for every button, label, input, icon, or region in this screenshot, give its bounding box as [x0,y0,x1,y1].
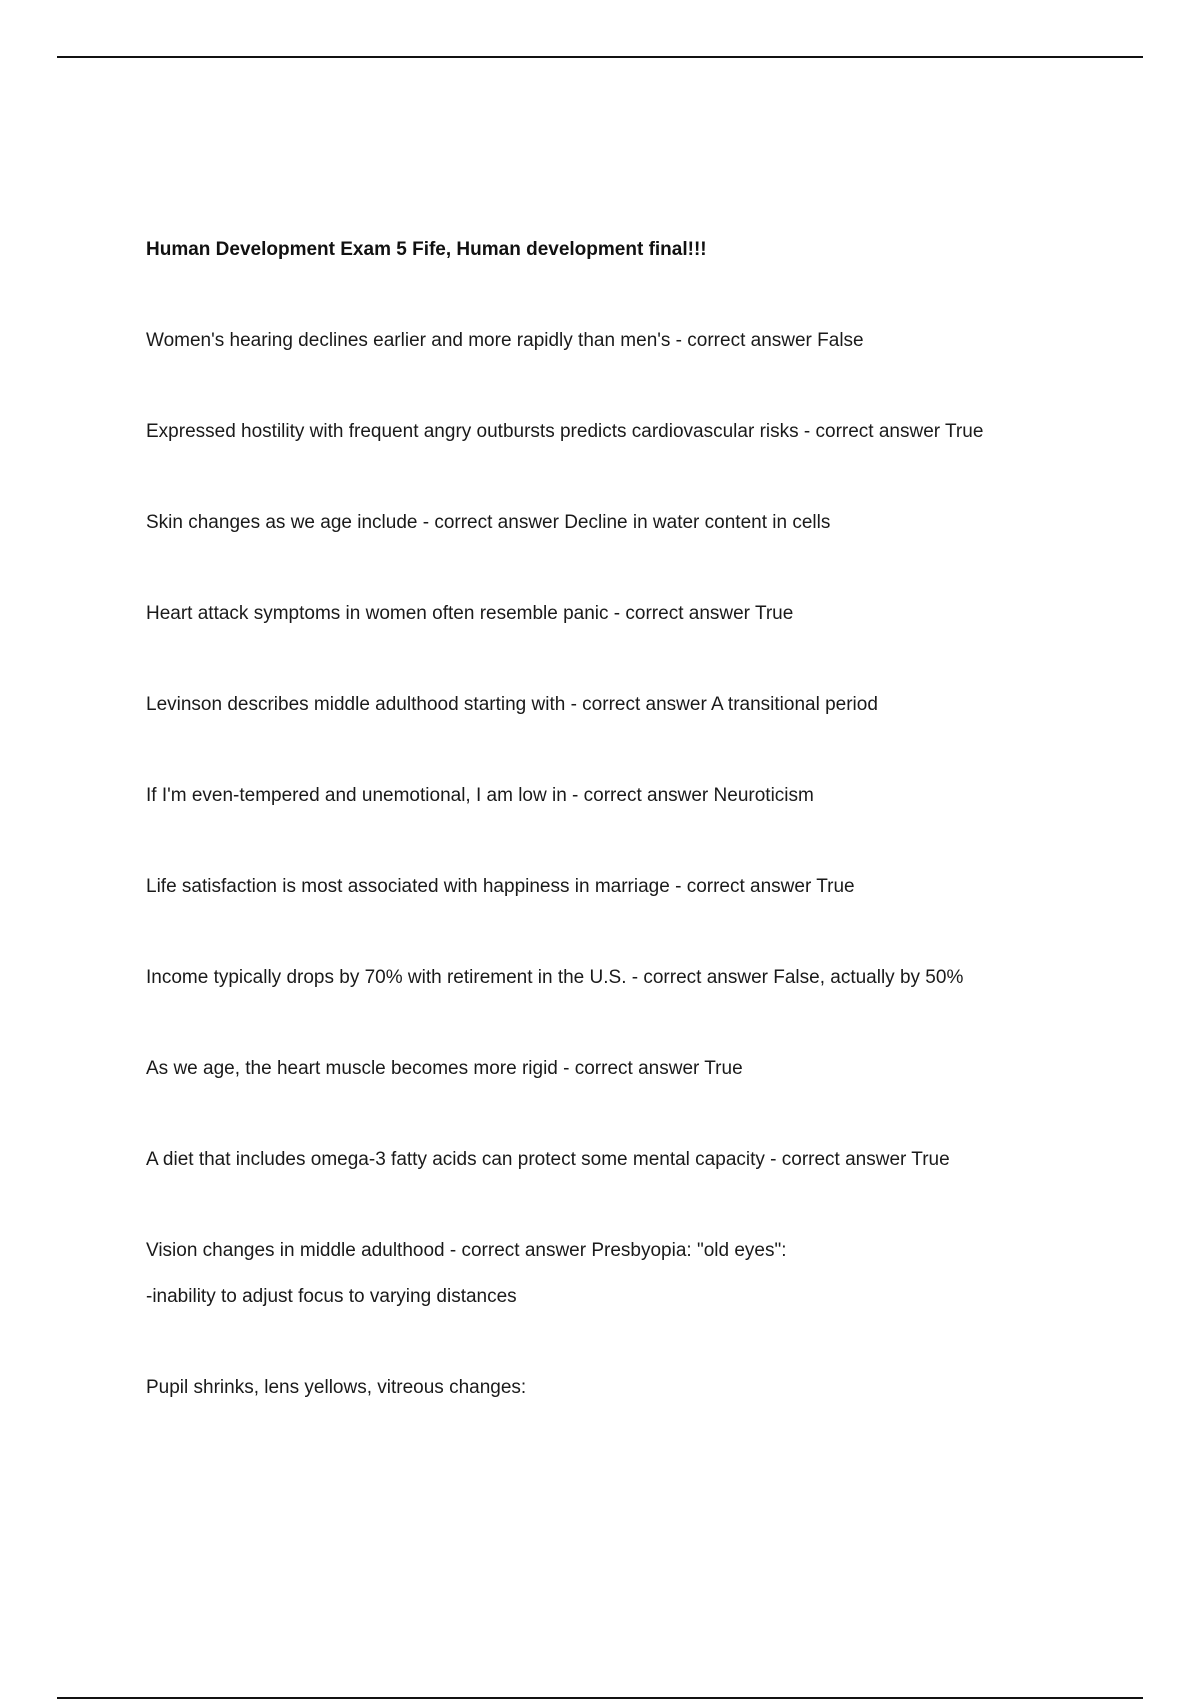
qa-text: Heart attack symptoms in women often resemble panic - correct answer True [146,603,794,624]
qa-item [146,1056,1106,1082]
qa-item [146,601,1106,627]
qa-text: As we age, the heart muscle becomes more rigid - correct answer True [146,1058,743,1079]
qa-text: Women's hearing declines earlier and more rapidly than men's - correct answer False [146,330,864,351]
qa-item [146,1147,1106,1173]
qa-item [146,1375,1106,1401]
document-title: Human Development Exam 5 Fife, Human development final!!! [146,239,707,260]
document-body [146,237,1106,1401]
qa-text: Life satisfaction is most associated with happiness in marriage - correct answer True [146,876,855,897]
qa-text: Pupil shrinks, lens yellows, vitreous changes: [146,1377,527,1398]
footer-rule [57,1697,1143,1699]
qa-item [146,692,1106,718]
header-rule [57,56,1143,58]
qa-text: Skin changes as we age include - correct answer Decline in water content in cells [146,512,831,533]
qa-text: Expressed hostility with frequent angry outbursts predicts cardiovascular risks - correct answer True [146,421,984,442]
qa-text: Income typically drops by 70% with retirement in the U.S. - correct answer False, actually by 50% [146,967,964,988]
qa-item [146,783,1106,809]
qa-continuation-text: -inability to adjust focus to varying distances [146,1286,517,1307]
qa-item [146,874,1106,900]
qa-item [146,965,1106,991]
qa-text: If I'm even-tempered and unemotional, I am low in - correct answer Neuroticism [146,785,814,806]
qa-text: Levinson describes middle adulthood starting with - correct answer A transitional period [146,694,878,715]
qa-text: A diet that includes omega-3 fatty acids can protect some mental capacity - correct answer True [146,1149,950,1170]
qa-item [146,1238,1106,1310]
qa-text: Vision changes in middle adulthood - correct answer Presbyopia: "old eyes": [146,1240,787,1261]
qa-item [146,419,1106,445]
qa-list [146,328,1106,1401]
qa-item [146,328,1106,354]
qa-item [146,510,1106,536]
